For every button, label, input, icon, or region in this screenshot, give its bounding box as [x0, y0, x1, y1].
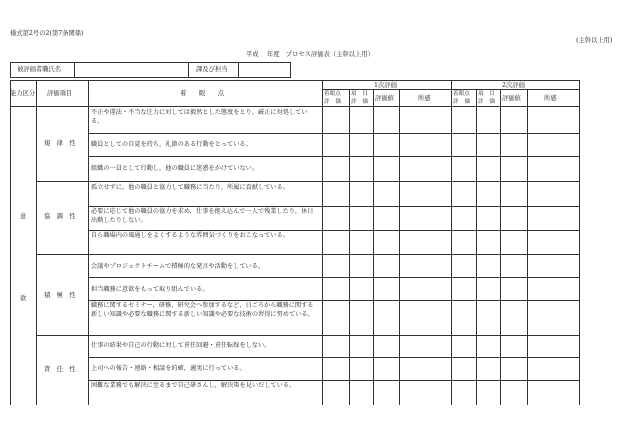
col-eval1: 1次評価	[374, 82, 397, 89]
table-rule	[88, 230, 579, 231]
e2-focus-score-top: 着眼点	[453, 91, 470, 97]
table-rule	[451, 80, 452, 405]
category-char: 意	[20, 213, 27, 220]
form-number: 様式第2号の2(第7条関係)	[10, 30, 84, 37]
table-rule	[290, 62, 291, 78]
table-rule	[36, 80, 37, 405]
table-rule	[88, 206, 579, 207]
item-name: 積 極 性	[44, 292, 76, 299]
evaluatee-label: 被評価者職氏名	[17, 66, 62, 73]
item-name: 規 律 性	[44, 140, 76, 147]
table-rule	[36, 254, 579, 255]
dept-label: 課及び担当	[196, 66, 228, 73]
table-rule	[10, 80, 11, 405]
rank-tag: (主幹以上用)	[576, 37, 613, 44]
table-rule	[88, 300, 579, 301]
e1-comment: 所感	[418, 95, 431, 102]
focus-point: 仕事の結果や自己の行動に対して責任回避・責任転嫁をしない。	[91, 342, 271, 349]
col-item: 評価項目	[47, 90, 73, 97]
focus-point: 困難な業務でも解決に至るまで自己研さんし，解決策を見いだしている。	[91, 382, 296, 389]
item-name: 協 調 性	[44, 213, 76, 220]
table-rule	[88, 156, 579, 157]
focus-point: 上司への報告・連絡・相談を的確，適実に行っている。	[91, 365, 246, 372]
table-rule	[399, 89, 400, 405]
e1-eval-value: 評価値	[375, 95, 394, 102]
table-rule	[88, 133, 579, 134]
table-rule	[476, 89, 477, 405]
table-rule	[88, 357, 579, 358]
e1-focus-score-bottom: 評 価	[324, 99, 341, 105]
table-rule	[36, 335, 579, 336]
col-eval2: 2次評価	[502, 82, 525, 89]
focus-point: 不正や違法・不当な圧力に対しては毅然とした態度をとり，厳正に対処している。	[91, 109, 308, 125]
focus-point: 自ら職場内の風通しをよくするような雰囲気づくりをおこなっている。	[91, 232, 289, 239]
col-ability: 能力区分	[10, 90, 36, 97]
e1-item-score-top: 項 目	[351, 91, 368, 97]
table-rule	[349, 89, 350, 405]
table-rule	[10, 80, 579, 81]
table-rule	[88, 380, 579, 381]
e2-item-score-bottom: 評 価	[478, 99, 495, 105]
table-rule	[36, 181, 579, 182]
table-rule	[74, 62, 75, 78]
col-focus: 着 眼 点	[180, 90, 225, 97]
focus-point: 組織の一員として行動し，他の職員に迷惑をかけていない。	[91, 165, 259, 172]
focus-point: 必要に応じて他の職員の協力を求め，仕事を抱え込んで一人で残業したり，休日出勤したりしない。	[91, 208, 314, 224]
evaluatee-name-field[interactable]	[76, 63, 186, 76]
table-rule	[373, 89, 374, 405]
e1-item-score-bottom: 評 価	[351, 99, 368, 105]
table-rule	[188, 62, 189, 78]
table-rule	[322, 80, 323, 405]
focus-point: 孤立せずに，他の職員と協力して職務に当たり，所属に貢献している。	[91, 184, 289, 191]
table-rule	[500, 89, 501, 405]
table-rule	[10, 77, 290, 78]
table-rule	[88, 277, 579, 278]
focus-point: 職務に関するセミナー，研修，研究会へ参加するなど，日ごろから職務に関する新しい知識や必要な職務に関する新しい知識や必要な技術の習得に努めている。	[91, 302, 314, 318]
e2-focus-score-bottom: 評 価	[453, 99, 470, 105]
category-char: 欲	[20, 295, 27, 302]
dept-field[interactable]	[240, 63, 288, 76]
e2-item-score-top: 項 目	[478, 91, 495, 97]
e1-focus-score-top: 着眼点	[324, 91, 341, 97]
table-rule	[10, 62, 11, 78]
focus-point: 担当職務に意欲をもって取り組んでいる。	[91, 286, 209, 293]
e2-eval-value: 評価値	[502, 95, 521, 102]
page-title: 平成 年度 プロセス評価表（主幹以上用）	[246, 51, 374, 58]
focus-point: 会議やプロジェクトチームで積極的な発言や活動をしている。	[91, 263, 265, 270]
focus-point: 職員としての自覚を持ち，礼節のある行動をとっている。	[91, 141, 252, 148]
item-name: 責 任 性	[44, 366, 76, 373]
table-rule	[238, 62, 239, 78]
table-rule	[88, 80, 89, 405]
table-rule	[579, 80, 580, 405]
e2-comment: 所感	[544, 95, 557, 102]
table-rule	[10, 106, 579, 107]
table-rule	[527, 89, 528, 405]
